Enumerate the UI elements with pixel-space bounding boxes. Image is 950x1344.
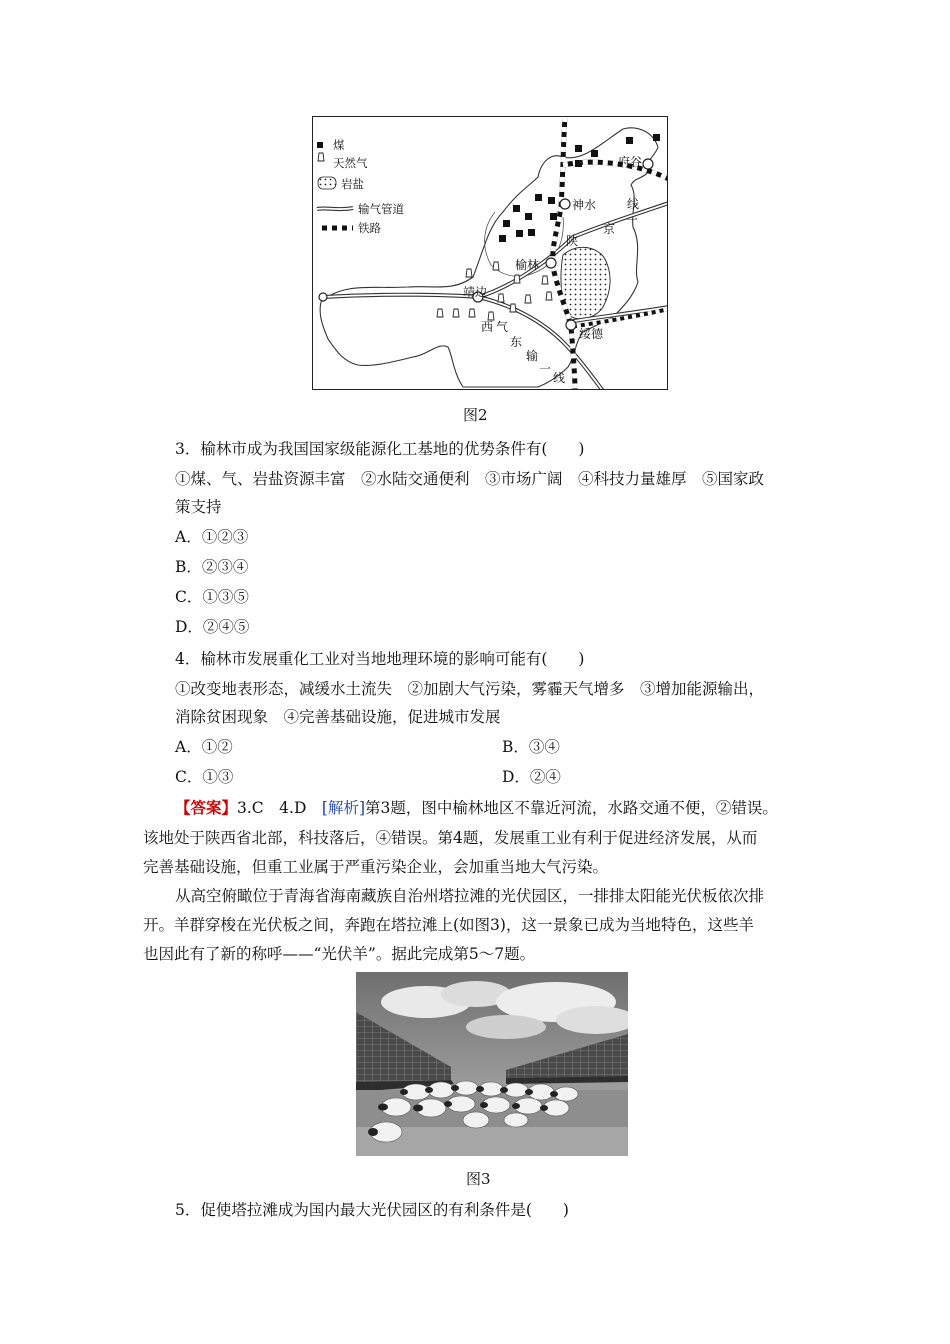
answer-label: 【答案】 bbox=[175, 798, 238, 817]
label-suide: 绥德 bbox=[579, 327, 604, 341]
label-line-shan: 陕 bbox=[566, 234, 579, 248]
figure-3-caption: 图3 bbox=[466, 1170, 491, 1188]
label-line-jing: 京 bbox=[603, 222, 616, 236]
q3-desc-line1: ①煤、气、岩盐资源丰富 ②水陆交通便利 ③市场广阔 ④科技力量雄厚 ⑤国家政 bbox=[175, 470, 765, 488]
map-figure-2 bbox=[312, 116, 668, 390]
legend-salt-symbol bbox=[318, 177, 336, 189]
legend-salt: 岩盐 bbox=[341, 177, 364, 191]
legend-gas: 天然气 bbox=[333, 156, 368, 170]
photo-drawing bbox=[356, 972, 628, 1156]
label-line-yi: 一 bbox=[626, 213, 639, 227]
label-xiqi-xi: 西 bbox=[481, 320, 494, 334]
q3-option-c: C．①③⑤ bbox=[175, 588, 249, 606]
photo-solar-sheep bbox=[356, 972, 628, 1156]
explanation-line3: 完善基础设施，但重工业属于严重污染企业，会加重当地大气污染。 bbox=[143, 858, 609, 876]
q3-stem: 3．榆林市成为我国国家级能源化工基地的优势条件有( ) bbox=[175, 440, 585, 458]
q4-option-d: D．②④ bbox=[502, 768, 561, 786]
label-fugu: 府谷 bbox=[618, 155, 643, 169]
explanation-label: [解析] bbox=[321, 799, 365, 817]
legend-pipeline: 输气管道 bbox=[358, 202, 404, 216]
passage-line3: 也因此有了新的称呼——“光伏羊”。据此完成第5～7题。 bbox=[143, 945, 536, 963]
legend-coal: 煤 bbox=[333, 138, 345, 152]
q4-desc-line2: 消除贫困现象 ④完善基础设施，促进城市发展 bbox=[175, 708, 501, 726]
q5-stem: 5．促使塔拉滩成为国内最大光伏园区的有利条件是( ) bbox=[175, 1201, 569, 1219]
answer-line1 bbox=[175, 796, 778, 818]
q3-option-a: A．①②③ bbox=[175, 528, 249, 546]
passage-line1: 从高空俯瞰位于青海省海南藏族自治州塔拉滩的光伏园区，一排排太阳能光伏板依次排 bbox=[175, 887, 765, 905]
label-jingbian: 靖边 bbox=[463, 285, 488, 299]
passage-line2: 开。羊群穿梭在光伏板之间，奔跑在塔拉滩上(如图3)，这一景象已成为当地特色，这些羊 bbox=[143, 916, 754, 934]
label-xiqi-qi: 气 bbox=[496, 320, 509, 334]
explanation-text-1: 第3题，图中榆林地区不靠近河流，水路交通不便，②错误。 bbox=[365, 799, 778, 817]
q3-option-d: D．②④⑤ bbox=[175, 618, 250, 636]
label-shenmu: 神水 bbox=[572, 198, 597, 212]
label-line-xian: 线 bbox=[627, 197, 640, 211]
figure-2-caption: 图2 bbox=[463, 406, 488, 424]
label-xiqi-yi: 一 bbox=[539, 362, 552, 376]
label-xiqi-shu: 输 bbox=[526, 349, 539, 363]
label-yulin: 榆林 bbox=[515, 258, 540, 272]
q4-desc-line1: ①改变地表形态，减缓水土流失 ②加剧大气污染，雾霾天气增多 ③增加能源输出， bbox=[175, 680, 765, 698]
q4-stem: 4．榆林市发展重化工业对当地地理环境的影响可能有( ) bbox=[175, 650, 585, 668]
rock-salt-area bbox=[561, 247, 610, 318]
legend-railway: 铁路 bbox=[358, 221, 381, 235]
q4-option-b: B．③④ bbox=[502, 738, 560, 756]
q3-option-b: B．②③④ bbox=[175, 558, 249, 576]
label-xiqi-xian: 线 bbox=[553, 371, 566, 385]
q4-option-a: A．①② bbox=[175, 738, 233, 756]
answer-value: 3.C 4.D bbox=[237, 799, 322, 817]
explanation-line2: 该地处于陕西省北部，科技落后，④错误。第4题，发展重工业有利于促进经济发展，从而 bbox=[143, 829, 758, 847]
q3-desc-line2: 策支持 bbox=[175, 498, 222, 516]
q4-option-c: C．①③ bbox=[175, 768, 234, 786]
region-outline bbox=[320, 128, 658, 387]
label-xiqi-dong: 东 bbox=[510, 335, 523, 349]
legend-pipeline-symbol bbox=[317, 208, 353, 209]
